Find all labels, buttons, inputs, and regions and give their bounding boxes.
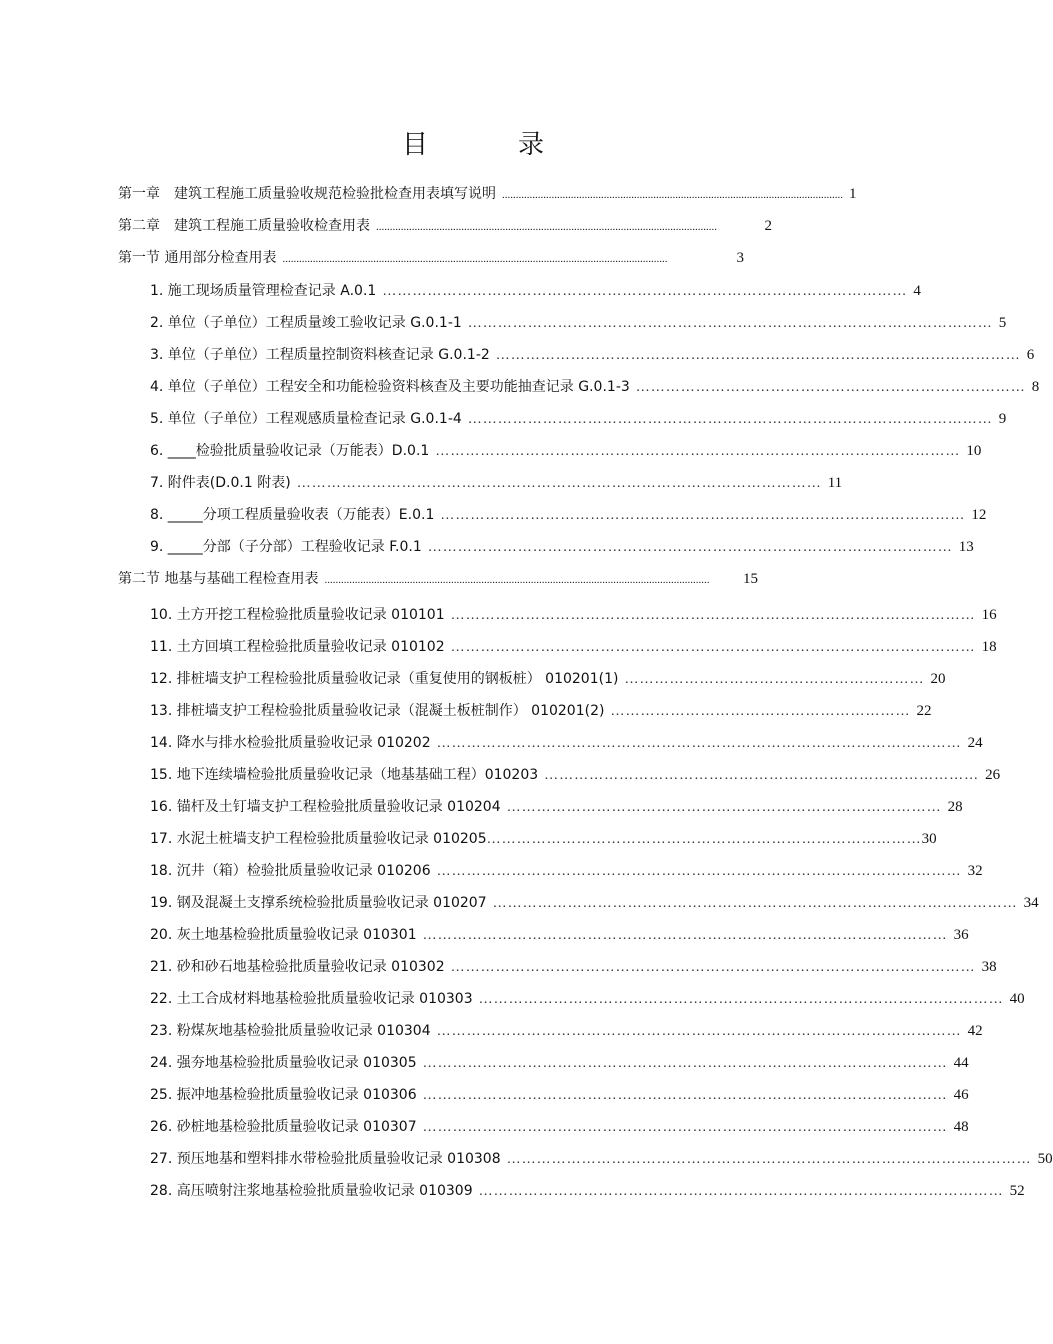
leader-dots: …………………………………………………………………………………………… <box>506 1152 1032 1167</box>
toc-entry[interactable] <box>150 1051 969 1075</box>
leader-dots: …………………………………………………………………… <box>635 380 1026 395</box>
toc-entry[interactable] <box>118 182 857 206</box>
toc-entry[interactable] <box>150 731 983 755</box>
toc-entry-text: 11. 土方回填工程检验批质量验收记录 010102 <box>150 639 445 655</box>
toc-entry-text: 4. 单位（子单位）工程安全和功能检验资料核查及主要功能抽查记录 G.0.1-3 <box>150 379 630 395</box>
toc-entry[interactable] <box>150 795 963 819</box>
toc-entry[interactable] <box>150 279 921 303</box>
toc-entry-page: 18 <box>981 639 997 655</box>
leader-dots: …………………………………………………………………………………………… <box>427 540 953 555</box>
leader-dots: …………………………………………………………………………………………… <box>467 316 993 331</box>
leader-dots: …………………………………………………………………………………………… <box>440 508 966 523</box>
toc-entry-page: 9 <box>998 411 1007 427</box>
toc-entry[interactable] <box>150 535 974 559</box>
leader-dots: …………………………………………………………………………………………… <box>422 1056 948 1071</box>
toc-entry[interactable] <box>150 891 1039 915</box>
leader-dots: …………………………………………………………………………………………… <box>478 1184 1004 1199</box>
toc-entry-page: 50 <box>1037 1151 1053 1167</box>
toc-entry-text: 17. 水泥土桩墙支护工程检验批质量验收记录 010205 <box>150 831 487 847</box>
toc-entry[interactable] <box>150 343 1035 367</box>
toc-entry-page: 5 <box>998 315 1007 331</box>
toc-entry-page: 40 <box>1009 991 1025 1007</box>
toc-entry-text: 第一章 建筑工程施工质量验收规范检验批检查用表填写说明 <box>118 186 496 202</box>
toc-entry-text: 第二章 建筑工程施工质量验收检查用表 <box>118 218 370 234</box>
toc-entry-text: 第二节 地基与基础工程检查用表 <box>118 571 319 587</box>
toc-entry-page: 42 <box>967 1023 983 1039</box>
toc-entry[interactable] <box>150 603 997 627</box>
toc-entry-page: 28 <box>947 799 963 815</box>
leader-dots: …………………………………………………………………………………………… <box>450 640 976 655</box>
leader-dots: …………………………………………………………………………………………… <box>492 896 1018 911</box>
toc-entry-page: 46 <box>953 1087 969 1103</box>
toc-entry-page: 34 <box>1023 895 1039 911</box>
toc-entry-text: 9. _____分部（子分部）工程验收记录 F.0.1 <box>150 539 422 555</box>
toc-entry[interactable] <box>150 987 1025 1011</box>
toc-entry[interactable] <box>150 1147 1053 1171</box>
leader-dots: …………………………………………………………………………………………… <box>450 960 976 975</box>
toc-entry-text: 14. 降水与排水检验批质量验收记录 010202 <box>150 735 431 751</box>
toc-entry[interactable] <box>150 859 983 883</box>
toc-entry-page: 3 <box>736 250 744 266</box>
leader-dots: …………………………………………………………………………………………… <box>435 444 961 459</box>
toc-entry[interactable] <box>150 439 982 463</box>
toc-entry-text: 12. 排桩墙支护工程检验批质量验收记录（重复使用的钢板桩） 010201(1) <box>150 671 619 687</box>
leader-dots: …………………………………………………………………………… <box>506 800 942 815</box>
toc-entry-page: 22 <box>916 703 932 719</box>
toc-entry-text: 24. 强夯地基检验批质量验收记录 010305 <box>150 1055 417 1071</box>
toc-entry-text: 19. 钢及混凝土支撑系统检验批质量验收记录 010207 <box>150 895 487 911</box>
leader-dots: …………………………………………………………………………………………… <box>422 1120 948 1135</box>
leader-dots: …………………………………………………………………………………………… <box>436 1024 962 1039</box>
toc-entry[interactable] <box>150 471 843 495</box>
toc-entry[interactable] <box>118 246 744 270</box>
toc-entry-page: 38 <box>981 959 997 975</box>
leader-dots: …………………………………………………………………………………………… <box>382 284 908 299</box>
toc-entry-text: 3. 单位（子单位）工程质量控制资料核查记录 G.0.1-2 <box>150 347 490 363</box>
toc-entry[interactable] <box>150 1019 983 1043</box>
toc-entry-text: 1. 施工现场质量管理检查记录 A.0.1 <box>150 283 377 299</box>
toc-entry-text: 27. 预压地基和塑料排水带检验批质量验收记录 010308 <box>150 1151 501 1167</box>
toc-entry-text: 26. 砂桩地基检验批质量验收记录 010307 <box>150 1119 417 1135</box>
toc-entry[interactable] <box>118 214 772 238</box>
title-char-2: 录 <box>518 130 549 160</box>
leader-dots: …………………………………………………………………………………………… <box>436 864 962 879</box>
toc-entry-text: 20. 灰土地基检验批质量验收记录 010301 <box>150 927 417 943</box>
toc-entry-text: 13. 排桩墙支护工程检验批质量验收记录（混凝土板桩制作） 010201(2) <box>150 703 605 719</box>
toc-entry-page: 30 <box>921 831 937 847</box>
toc-entry-page: 10 <box>966 443 982 459</box>
leader-dots: …………………………………………………………………………… <box>486 832 922 847</box>
toc-entry-page: 24 <box>967 735 983 751</box>
leader-dots: ............................................................................................................................ <box>376 221 717 233</box>
toc-entry[interactable] <box>150 503 987 527</box>
toc-entry[interactable] <box>150 699 932 723</box>
toc-entry[interactable] <box>150 1115 969 1139</box>
toc-entry-page: 2 <box>764 218 772 234</box>
toc-entry-page: 4 <box>913 283 921 299</box>
toc-entry-text: 7. 附件表(D.0.1 附表) <box>150 475 291 491</box>
toc-entry[interactable] <box>150 311 1007 335</box>
toc-entry[interactable] <box>150 923 969 947</box>
leader-dots: …………………………………………………………………………………………… <box>478 992 1004 1007</box>
leader-dots: …………………………………………………………………………………………… <box>422 1088 948 1103</box>
toc-entry-text: 18. 沉井（箱）检验批质量验收记录 010206 <box>150 863 431 879</box>
toc-entry[interactable] <box>150 375 1040 399</box>
toc-entry-text: 23. 粉煤灰地基检验批质量验收记录 010304 <box>150 1023 431 1039</box>
toc-entry[interactable] <box>150 1179 1025 1203</box>
toc-entry-page: 15 <box>743 571 758 587</box>
toc-entry-text: 21. 砂和砂石地基检验批质量验收记录 010302 <box>150 959 445 975</box>
toc-entry-page: 48 <box>953 1119 969 1135</box>
toc-entry-page: 44 <box>953 1055 969 1071</box>
toc-entry[interactable] <box>150 667 946 691</box>
toc-entry-text: 28. 高压喷射注浆地基检验批质量验收记录 010309 <box>150 1183 473 1199</box>
page-title <box>0 124 950 161</box>
leader-dots: ............................................................................................................................................ <box>324 574 710 586</box>
leader-dots: …………………………………………………………………………………………… <box>450 608 976 623</box>
toc-entry-page: 1 <box>849 186 857 202</box>
leader-dots: …………………………………………………………………………………………… <box>422 928 948 943</box>
leader-dots: ............................................................................................................................................ <box>282 253 668 265</box>
toc-entry-page: 16 <box>981 607 997 623</box>
toc-entry-page: 13 <box>958 539 974 555</box>
toc-entry-text: 25. 振冲地基检验批质量验收记录 010306 <box>150 1087 417 1103</box>
toc-entry-page: 8 <box>1031 379 1040 395</box>
title-char-1: 目 <box>401 130 432 160</box>
toc-entry[interactable] <box>150 763 1001 787</box>
toc-entry-text: 8. _____分项工程质量验收表（万能表）E.0.1 <box>150 507 435 523</box>
leader-dots: …………………………………………………………………………… <box>544 768 980 783</box>
toc-entry[interactable] <box>150 635 997 659</box>
toc-entry-text: 16. 锚杆及土钉墙支护工程检验批质量验收记录 010204 <box>150 799 501 815</box>
toc-entry-page: 6 <box>1026 347 1035 363</box>
leader-dots: …………………………………………………………………………………………… <box>467 412 993 427</box>
toc-entry-text: 5. 单位（子单位）工程观感质量检查记录 G.0.1-4 <box>150 411 462 427</box>
toc-entry-page: 12 <box>971 507 987 523</box>
toc-entry-text: 2. 单位（子单位）工程质量竣工验收记录 G.0.1-1 <box>150 315 462 331</box>
toc-entry-page: 11 <box>827 475 843 491</box>
toc-entry[interactable] <box>150 955 997 979</box>
leader-dots: …………………………………………………… <box>610 704 911 719</box>
leader-dots: …………………………………………………… <box>624 672 925 687</box>
toc-entry-page: 20 <box>930 671 946 687</box>
toc-entry-page: 36 <box>953 927 969 943</box>
toc-entry[interactable] <box>150 407 1007 431</box>
toc-entry-text: 6. ____检验批质量验收记录（万能表）D.0.1 <box>150 443 430 459</box>
leader-dots: …………………………………………………………………………………………… <box>495 348 1021 363</box>
toc-entry[interactable] <box>150 1083 969 1107</box>
toc-entry-page: 26 <box>985 767 1001 783</box>
toc-entry-text: 15. 地下连续墙检验批质量验收记录（地基基础工程）010203 <box>150 767 539 783</box>
leader-dots: ............................................................................................................................ <box>502 189 843 201</box>
toc-entry-page: 52 <box>1009 1183 1025 1199</box>
toc-entry-text: 第一节 通用部分检查用表 <box>118 250 277 266</box>
toc-entry-page: 32 <box>967 863 983 879</box>
toc-entry[interactable] <box>118 567 758 591</box>
toc-entry-text: 22. 土工合成材料地基检验批质量验收记录 010303 <box>150 991 473 1007</box>
leader-dots: …………………………………………………………………………………………… <box>296 476 822 491</box>
toc-entry-text: 10. 土方开挖工程检验批质量验收记录 010101 <box>150 607 445 623</box>
leader-dots: …………………………………………………………………………………………… <box>436 736 962 751</box>
toc-entry[interactable] <box>150 827 937 851</box>
